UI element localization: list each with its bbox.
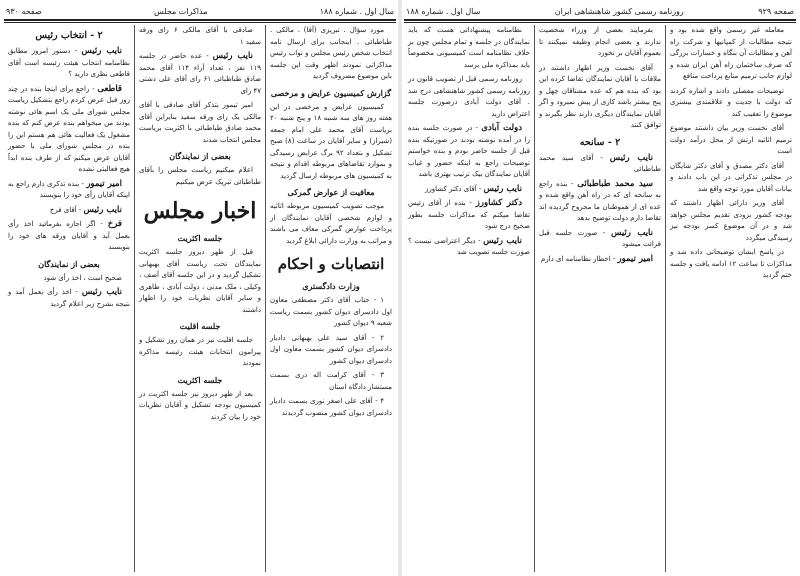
- speech: نایب رئیس - آقای سید محمد طباطبائی: [539, 152, 661, 173]
- speech: نایب رئیس - دیگر اعتراضی نیست ؟ صورت جلسه تصویب شد: [408, 235, 530, 256]
- paragraph: مورد سؤال . تبریزی (آقا) . مالکی . طباطبائی . اینجانب برای ارسال نامه انتخاب شخص رئیس مجلس و نواب رئیس مذاکراتی نمودند اظهر وقت این جلسه باین موضوع مصروف گردید: [270, 26, 392, 80]
- list-item: ۲ - آقای سید علی بهبهانی دادیار دادسرای دیوان کشور بسمت معاون اول دادسرای دیوان کشور: [270, 333, 392, 365]
- paragraph: آقای وزیر دارائی اظهار داشتند که بودجه کشور بزودی تقدیم مجلس خواهد شد و در آن موضوع کسر بودجه نیز رسیدگی میگردد: [670, 199, 792, 242]
- speech: نایب رئیس - اخذ رأی بعمل آمد و نتیجه بشرح زیر اعلام گردید: [8, 287, 130, 308]
- paragraph: معامله غیر رسمی واقع شده بود و نتیجه مطالبات از کمپانیها و شرکت راه آهن و مطالبات آن بنگاه و خسارات بزرگی که صرف ساختمان راه آهن ایران شده و لوازم جانب ترمیم منابع پرداخت منافع: [670, 26, 792, 80]
- paragraph: نظامنامه پیشنهاداتی هست که باید نمایندگان در جلسه و تمام مجلس چون بر خلاف نظامنامه است کمیسیونی مخصوصاً باید بمذاکره ملی برسد: [408, 26, 530, 69]
- speaker-name: نایب رئیس: [483, 183, 522, 194]
- speaker-name: دولت آبادی: [481, 123, 522, 133]
- section-heading: بعضی از نمایندگان: [38, 258, 100, 269]
- column: [665, 25, 796, 572]
- right-page: [400, 0, 800, 576]
- speech: نایب رئیس - آقای دکتر کشاورز: [425, 183, 522, 194]
- speaker-name: سید محمد طباطبائی: [577, 178, 653, 189]
- section-heading: جلسه اکثریت: [177, 233, 223, 243]
- speech-text: آقای دکتر کشاورز: [425, 184, 477, 193]
- speech: امیر تیمور - اخطار نظامنامه ای دارم: [540, 253, 653, 264]
- column: [134, 25, 265, 572]
- list-item: ۴ - آقای علی اصغر نوری بسمت دادیار دادسرای دیوان کشور منصوب گردیدند: [270, 397, 392, 417]
- list-item: ۱ - جناب آقای دکتر مصطفی معاون اول دادسرای دیوان کشور بسمت ریاست شعبه ۹ دیوان کشور: [270, 296, 392, 327]
- list-item: ۳ - آقای کرامت اله دری بسمت مستشار دادگاه استان: [270, 371, 392, 391]
- section-heading: ۲ - سانحه: [579, 136, 621, 148]
- speaker-name: نایب رئیس: [609, 152, 653, 163]
- page-number: صفحه ۹۲۹: [758, 6, 794, 16]
- paragraph: کمیسیون عرایض و مرخصی در این هفته روز های سه شنبه ۱۸ و پنج شنبه ۲۰ بریاست آقای محمد علی امام جمعه (شیراز) و سایر آقایان در ساعت (۸) صبح تشکیل و بتعداد ۹۲ برگ عرایض رسیدگی و بموارد تقاضاهای مربوطه اقدام و نتیجه به کمیسیون های مربوطه ارسال گردید: [270, 102, 392, 180]
- speaker-name: امیر تیمور: [617, 253, 653, 264]
- column: [4, 25, 134, 572]
- paragraph: در پاسخ ایشان توضیحاتی داده شد و مذاکرات تا ساعت ۱۲ ادامه یافت و جلسه ختم گردید: [670, 248, 792, 279]
- speaker-name: نایب رئیس: [81, 46, 122, 56]
- speech: قاطعی - راجع برای اینجا بنده در چند روز قبل عرض کردم راجع بتشکیل ریاست مجلس شورای ملی یک اسم هائی نوشته بودند من میخواهم بنده عرض کنم که بنده مشغول یک فعالیت هائی هم هستم این را بنده در مجلس شورای ملی با حضور آقایان عرض میکنم که از طرف بنده ابداً هیچ فعالیتی نشده: [8, 83, 130, 173]
- speech-text: آقای فرخ: [49, 205, 77, 214]
- section-title-large: اخبار مجلس: [143, 198, 257, 224]
- left-page-columns: [4, 25, 396, 572]
- paragraph: امیر تیمور بتذکر آقای صادقی با آقای مالکی یک رای ورقه سفید بنابراین آقای محمد صادق طباطبائی با اکثریت بریاست مجلس انتخاب شدند: [139, 101, 261, 144]
- speech: نایب رئیس - دستور امروز مطابق نظامنامه انتخاب هیئت رئیسه است آقای قاطعی نظری دارید ؟: [8, 46, 130, 78]
- speech-text: آقای سید محمد طباطبائی: [539, 153, 661, 173]
- newspaper-title: روزنامه رسمی کشور شاهنشاهی ایران: [554, 6, 684, 16]
- speech-text: اگر اجازه بفرمائید اخذ رأی بعمل آید و آقایان ورقه های خود را بنویسند: [8, 220, 130, 251]
- issue-number: سال اول . شماره ۱۸۸: [319, 6, 394, 16]
- speaker-name: دکتر کشاورز: [475, 198, 522, 208]
- speech: دکتر کشاورز - بنده از آقای رئیس تقاضا میکنم که مذاکرات جلسه بطور صحیح درج شود: [408, 198, 530, 230]
- column: [265, 25, 396, 572]
- speech-text: در صورت جلسه بنده را در آمده نوشته بودند در صورتیکه بنده قبل از جلسه حاضر بودم و بنده خواستم توضیحات راجع به اینکه حضور و غیاب آقایان نمایندگان بیک ترتیب بهتری باشد: [408, 124, 530, 178]
- paragraph: آقای دکتر مصدق و آقای دکتر شایگان در مجلس تذکراتی در این باب دادند و بیانات آقایان مورد توجه واقع شد: [670, 161, 792, 193]
- speech-text: بنده از آقای رئیس تقاضا میکنم که مذاکرات جلسه بطور صحیح درج شود: [408, 199, 530, 230]
- section-title: مذاکرات مجلس: [153, 6, 208, 16]
- speech-text: دیگر اعتراضی نیست ؟ صورت جلسه تصویب شد: [408, 236, 530, 256]
- speech-text: دستور امروز مطابق نظامنامه انتخاب هیئت رئیسه است آقای قاطعی نظری دارید ؟: [8, 47, 130, 78]
- speaker-name: نایب رئیس: [483, 235, 523, 246]
- section-heading: گزارش کمیسیون عرایض و مرخصی: [270, 87, 392, 98]
- header-rule: [4, 19, 396, 23]
- paragraph: آقای نخست وزیر بیان داشتند موضوع ترمیم اثاثیه ارتش از محل درآمد دولت است: [670, 124, 792, 155]
- speaker-name: نایب رئیس: [611, 227, 653, 238]
- speaker-name: نایب رئیس: [81, 287, 122, 297]
- section-title-large: انتصابات و احکام: [277, 255, 385, 273]
- paragraph: آقای نخست وزیر اظهار داشتند در ملاقات با آقایان نمایندگان تقاضا کرده این بود که بنده هم که عده مشتاقان چهل و پنج بیشتر باشد کاری از پیش نمیرود و اگر آقایان نمایندگان دیگری دارند نظر بگیرند و توافق کنند: [539, 63, 661, 129]
- speaker-name: امیر تیمور: [86, 178, 122, 189]
- paragraph: بعد از ظهر دیروز نیز جلسه اکثریت در کمیسیون بودجه تشکیل و آقایان نظریات خود را بیان کردند: [139, 389, 261, 421]
- speech: نایب رئیس - صورت جلسه قبل قرائت میشود: [539, 227, 661, 248]
- paragraph: موجب تصویب کمیسیون مربوطه اثاثیه و لوازم شخصی آقایان نمایندگان از پرداخت عوارض گمرکی معاف می باشند و مراتب به وزارت دارائی ابلاغ گردید: [270, 202, 392, 245]
- speech-text: راجع برای اینجا بنده در چند روز قبل عرض کردم راجع بتشکیل ریاست مجلس شورای ملی یک اسم هائی نوشته بودند من میخواهم بنده عرض کنم که بنده مشغول یک فعالیت هائی هم هستم این را بنده در مجلس شورای ملی با حضور آقایان عرض میکنم که از طرف بنده ابداً هیچ فعالیتی نشده: [8, 84, 130, 173]
- section-heading: معافیت از عوارض گمرکی: [287, 187, 375, 197]
- speech: نایب رئیس - عده حاضر در جلسه ۱۱۹ نفر ، تعداد آراء ۱۱۴ آقای محمد صادق طباطبائی ۶۱ رای آقای علی دشتی ۴۷ رای: [139, 51, 262, 95]
- speech-text: بنده راجع به سانحه ای که در راه آهن واقع شده و عده ای از هموطنان ما مجروح گردیده اند تقاضا دارم دولت توضیح بدهد: [539, 179, 661, 222]
- speech: دولت آبادی - در صورت جلسه بنده را در آمده نوشته بودند در صورتیکه بنده قبل از جلسه حاضر بودم و بنده خواستم توضیحات راجع به اینکه حضور و غیاب آقایان نمایندگان بیک ترتیب بهتری باشد: [408, 123, 530, 178]
- column: [404, 25, 534, 572]
- left-page-header: [6, 5, 394, 17]
- speech: نایب رئیس - آقای فرخ: [49, 204, 122, 215]
- speaker-name: نایب رئیس: [212, 51, 253, 61]
- paragraph: قبل از ظهر دیروز جلسه اکثریت نمایندگان تحت ریاست آقای بهبهانی تشکیل گردید و در این جلسه آقای آصف ، وکیلی ، ملک مدنی ، دولت آبادی ، طاهری و سایر آقایان نظریات خود را اظهار داشتند: [139, 248, 261, 314]
- speech-text: بنده تذکری دارم راجع به اینکه آقایان رأی خود را بنویسند: [8, 179, 130, 199]
- page-number: صفحه ۹۳۰: [6, 6, 42, 16]
- speech-text: عده حاضر در جلسه ۱۱۹ نفر ، تعداد آراء ۱۱۴ آقای محمد صادق طباطبائی ۶۱ رای آقای علی دشتی ۴۷ رای: [139, 52, 262, 95]
- header-rule: [404, 19, 796, 23]
- section-heading: جلسه اقلیت: [179, 321, 221, 331]
- speech: سید محمد طباطبائی - بنده راجع به سانحه ای که در راه آهن واقع شده و عده ای از هموطنان ما مجروح گردیده اند تقاضا دارم دولت توضیح بدهد: [539, 178, 661, 222]
- speech: فرخ - اگر اجازه بفرمائید اخذ رأی بعمل آید و آقایان ورقه های خود را بنویسند: [8, 219, 130, 251]
- speaker-name: فرخ: [107, 219, 122, 229]
- paragraph: صادقی با آقای مالکی ۶ رای ورقه سفید ۱: [139, 26, 261, 46]
- paragraph: جلسه اقلیت نیز در همان روز تشکیل و پیرامون انتخابات هیئت رئیسه مذاکره نمودند: [139, 336, 261, 367]
- section-heading: وزارت دادگستری: [302, 281, 360, 291]
- paragraph: صحیح است ، اخذ رأی شود: [43, 273, 122, 282]
- right-page-header: [406, 5, 794, 17]
- right-page-columns: [404, 25, 796, 572]
- speaker-name: نایب رئیس: [83, 204, 122, 215]
- paragraph: توضیحات مفصلی دادند و اشاره کردند که دولت با جدیت و علاقمندی بیشتری موضوع را تعقیب کند: [670, 86, 792, 118]
- speech-text: اخطار نظامنامه ای دارم: [540, 254, 611, 263]
- section-heading: جلسه اکثریت: [177, 374, 223, 385]
- column: [534, 25, 665, 572]
- speech-text: اخذ رأی بعمل آمد و نتیجه بشرح زیر اعلام گردید: [8, 288, 130, 308]
- section-heading: بعضی از نمایندگان: [169, 151, 231, 161]
- paragraph: روزنامه رسمی قبل از تصویب قانون در روزنامه رسمی کشور شاهنشاهی درج شد . آقای دولت آبادی درصورت جلسه اعتراض دارید: [408, 75, 530, 118]
- section-heading: ۲ - انتخاب رئیس: [35, 30, 103, 41]
- speech-text: صورت جلسه قبل قرائت میشود: [539, 228, 661, 248]
- speaker-name: قاطعی: [97, 83, 122, 94]
- paragraph: بفرمایند بعضی از وزراء شخصیت ندارند و بعضی انجام وظیفه نمیکنند تا بعموم آقایان بر نخورد: [539, 26, 661, 57]
- paragraph: اعلام میکنیم ریاست مجلس را بآقای طباطبائی تبریک عرض میکنیم: [139, 166, 261, 186]
- speech: امیر تیمور - بنده تذکری دارم راجع به اینکه آقایان رأی خود را بنویسند: [8, 178, 130, 199]
- issue-number: سال اول . شماره ۱۸۸: [406, 6, 481, 16]
